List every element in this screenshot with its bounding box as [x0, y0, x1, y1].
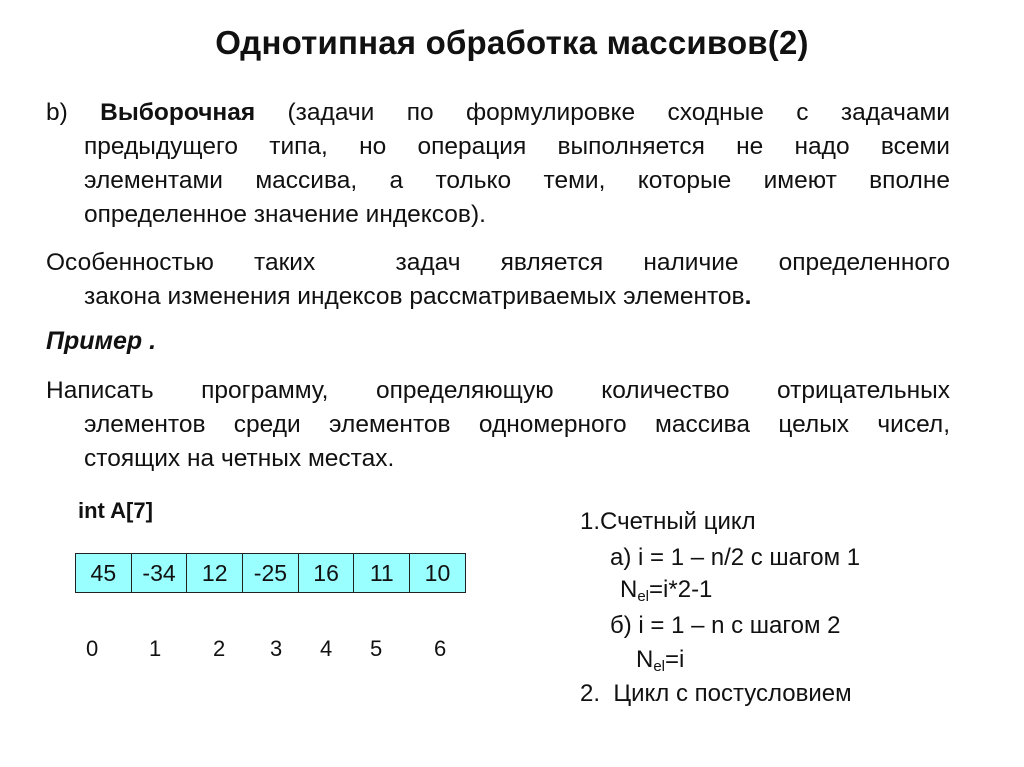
array-index: 0	[86, 636, 99, 661]
section-b-prefix: b)	[46, 99, 101, 126]
task-line-1: Написать программу, определяющую количество отрицательных	[46, 377, 950, 404]
method-1a: а) i = 1 – n/2 с шагом 1	[610, 544, 861, 571]
method-1a-formula	[620, 573, 712, 614]
array-index: 4	[320, 636, 333, 661]
array-cell: -34	[132, 554, 188, 592]
slide-title: Однотипная обработка массивов(2)	[215, 24, 809, 61]
formula-rest: =i	[665, 646, 685, 673]
feature-line-1: Особенностью таких задач является наличие определенного	[46, 249, 950, 276]
array-cell: 11	[354, 554, 410, 592]
task-paragraph	[46, 374, 950, 476]
method-1: 1.Счетный цикл	[580, 508, 756, 535]
array-index: 6	[434, 636, 447, 661]
formula-subscript: el	[637, 588, 650, 605]
formula-rest: =i*2-1	[649, 576, 713, 603]
method-1b: б) i = 1 – n с шагом 2	[610, 612, 841, 639]
feature-line-2	[46, 280, 950, 314]
formula-subscript: el	[653, 658, 666, 675]
task-line-3: стоящих на четных местах.	[84, 445, 395, 472]
section-b-line-1-rest: (задачи по формулировке сходные с задачами	[255, 99, 950, 126]
section-b-paragraph	[46, 96, 950, 232]
array-declaration: int A[7]	[78, 498, 153, 523]
array-index: 3	[270, 636, 283, 661]
section-b-line-4: определенное значение индексов).	[84, 201, 486, 228]
array-cell: 10	[410, 554, 465, 592]
feature-paragraph	[46, 246, 950, 314]
array-index: 5	[370, 636, 383, 661]
array-index: 1	[149, 636, 162, 661]
array-cell: 12	[187, 554, 243, 592]
section-b-bold-word: Выборочная	[100, 99, 256, 126]
example-label: Пример .	[46, 327, 157, 355]
array-index: 2	[213, 636, 226, 661]
formula-base: N	[620, 576, 638, 603]
method-2: 2. Цикл с постусловием	[580, 680, 852, 707]
feature-line-2-text: закона изменения индексов рассматриваемых элементов	[84, 283, 745, 310]
section-b-line-1	[46, 96, 950, 130]
feature-line-2-period: .	[744, 283, 752, 310]
array-cell: 45	[76, 554, 132, 592]
array-cell: -25	[243, 554, 299, 592]
task-line-2: элементов среди элементов одномерного массива целых чисел,	[84, 411, 950, 438]
array-cell: 16	[299, 554, 355, 592]
section-b-line-3: элементами массива, а только теми, которые имеют вполне	[84, 167, 950, 194]
array-table	[75, 553, 466, 593]
section-b-line-2: предыдущего типа, но операция выполняется не надо всеми	[84, 133, 950, 160]
formula-base: N	[636, 646, 654, 673]
